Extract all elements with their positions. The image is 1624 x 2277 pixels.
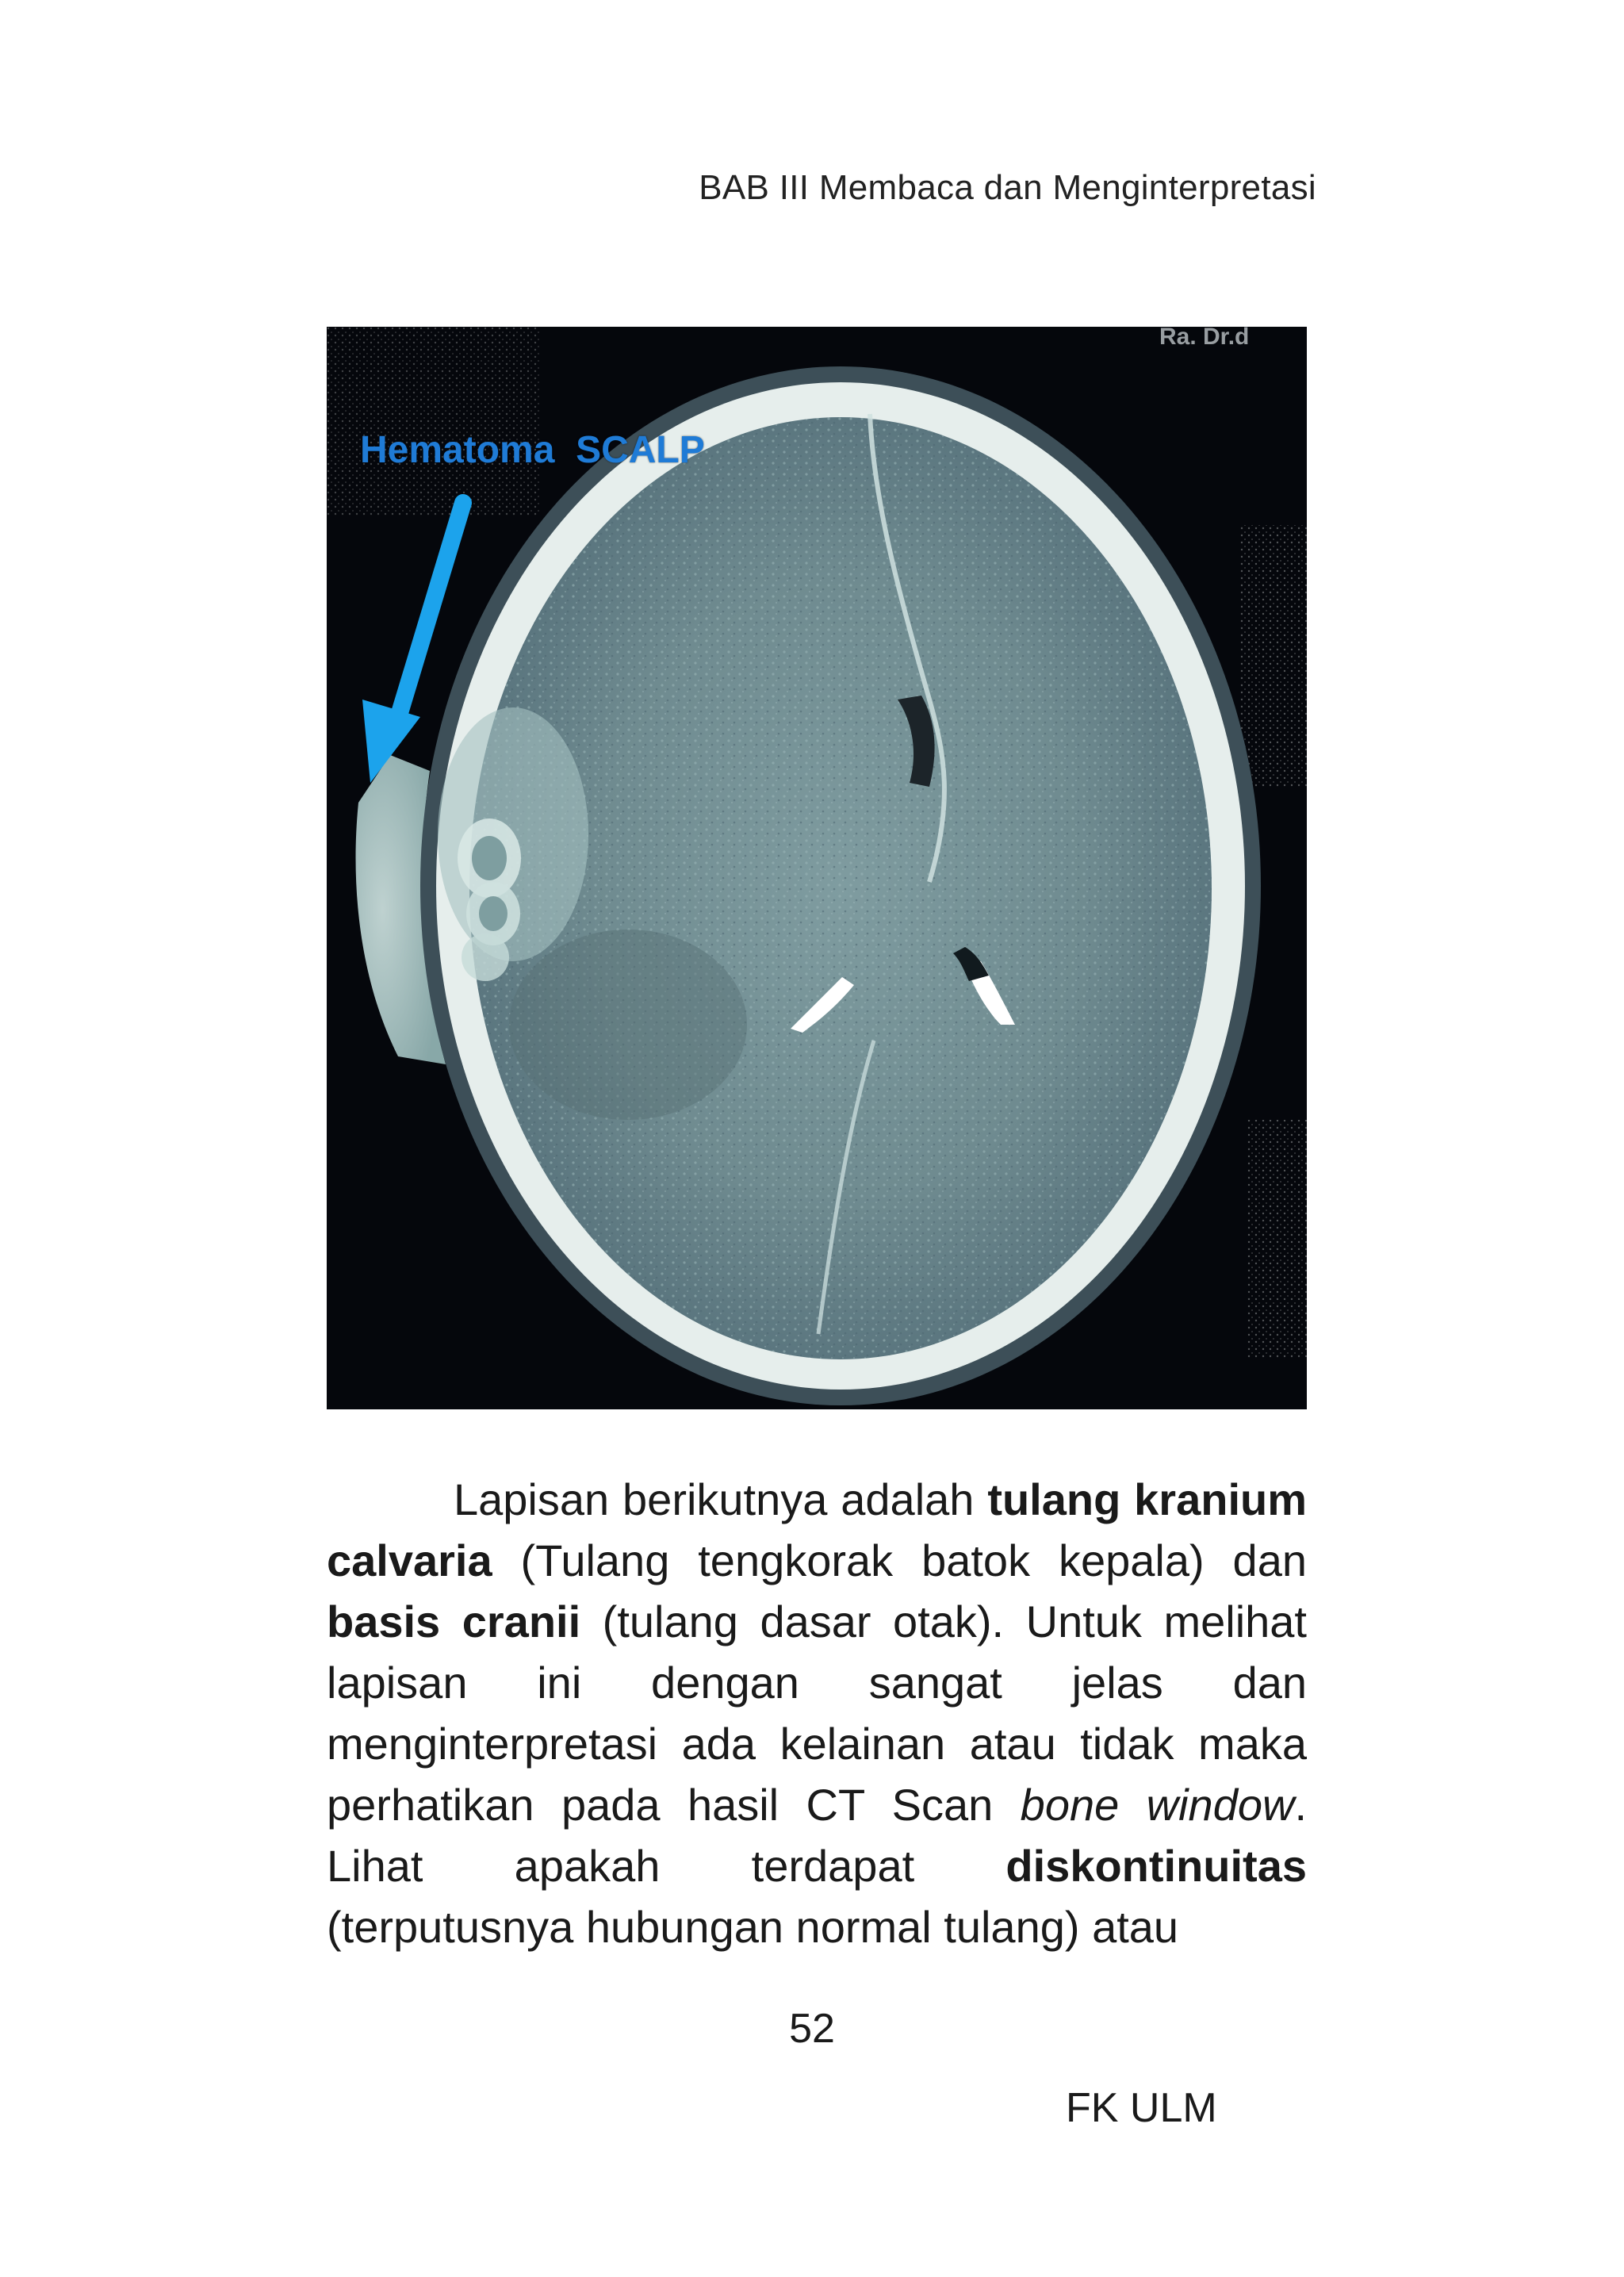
text-run: . Lihat apakah terdapat — [327, 1780, 1307, 1891]
bold-term-basis-cranii: basis cranii — [327, 1597, 581, 1646]
ct-scan-figure — [327, 327, 1307, 1409]
text-run: (terputusnya hubungan normal tulang) atau — [327, 1902, 1179, 1952]
ct-scan-image — [327, 327, 1307, 1409]
running-header: BAB III Membaca dan Menginterpretasi — [699, 168, 1316, 207]
body-paragraph — [327, 1469, 1307, 1957]
italic-term-bone-window: bone window — [1020, 1780, 1295, 1830]
text-run: (Tulang tengkorak batok kepala) dan — [492, 1535, 1307, 1585]
corner-text: Ra. Dr.d — [1159, 327, 1250, 350]
paragraph-text — [327, 1469, 1307, 1957]
text-run: (tulang dasar otak). Untuk melihat lapisan ini dengan sangat jelas dan menginterpretasi ada kelainan atau tidak maka perhatikan pada hasil CT Scan — [327, 1597, 1307, 1830]
bold-term-tulang-kranium: tulang kranium calvaria — [327, 1474, 1307, 1585]
text-run: Lapisan berikutnya adalah — [454, 1474, 988, 1524]
page-number: 52 — [789, 2006, 835, 2052]
bold-term-diskontinuitas: diskontinuitas — [1005, 1841, 1307, 1891]
figure-label: Hematoma SCALP — [360, 429, 705, 471]
footer-institution: FK ULM — [1066, 2085, 1217, 2131]
